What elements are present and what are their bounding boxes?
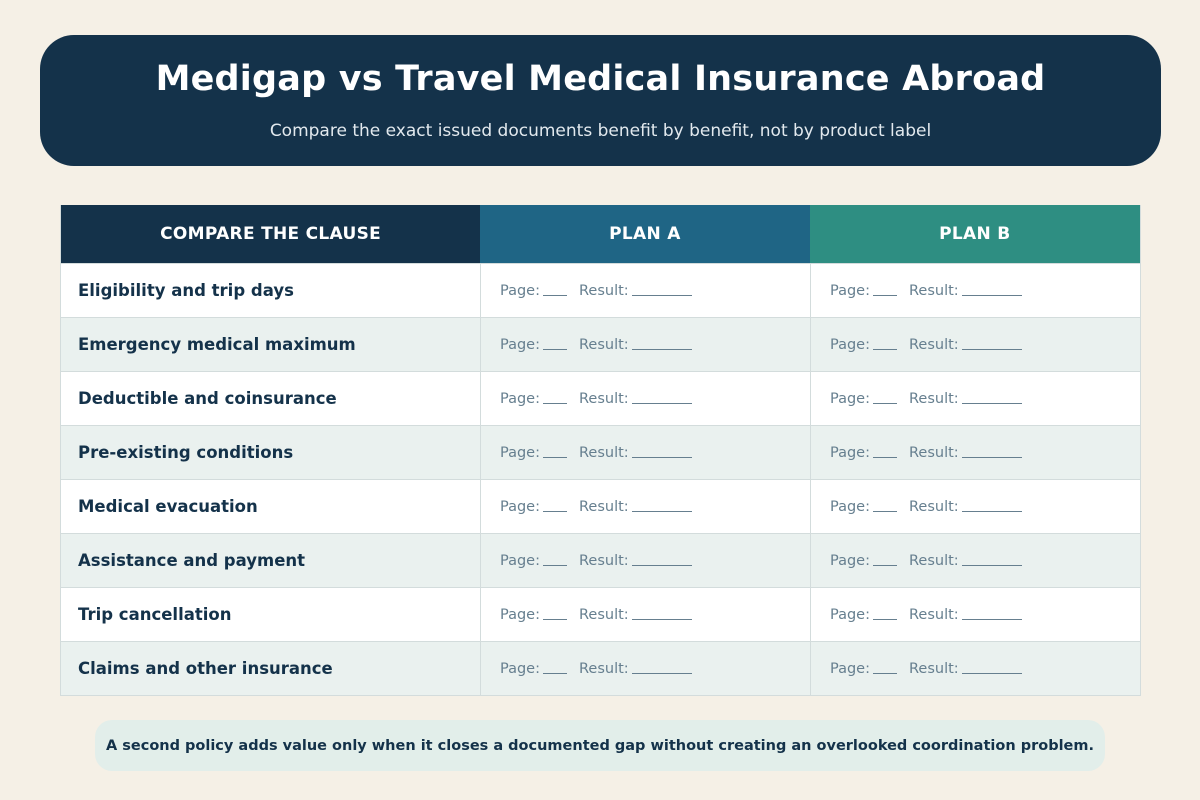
cell-plan-b <box>811 642 1140 695</box>
result-label: Result: <box>909 390 959 407</box>
result-field <box>579 445 692 461</box>
table-row <box>61 371 1140 425</box>
page-blank <box>543 564 567 566</box>
page-blank <box>543 672 567 674</box>
cell-plan-a <box>481 480 811 533</box>
page-label: Page: <box>500 660 540 677</box>
result-field <box>579 337 692 353</box>
result-blank <box>632 618 692 620</box>
page-title: Medigap vs Travel Medical Insurance Abroad <box>155 59 1046 99</box>
clause-label: Pre-existing conditions <box>61 426 481 479</box>
result-label: Result: <box>579 336 629 353</box>
cell-plan-b <box>811 318 1140 371</box>
result-blank <box>632 294 692 296</box>
result-blank <box>962 564 1022 566</box>
table-row <box>61 479 1140 533</box>
result-blank <box>962 510 1022 512</box>
page-field <box>500 661 579 677</box>
page-field <box>500 391 579 407</box>
footer-note: A second policy adds value only when it closes a documented gap without creating an overlooked coordination problem. <box>95 720 1105 771</box>
page-label: Page: <box>500 606 540 623</box>
table-row <box>61 425 1140 479</box>
result-label: Result: <box>579 444 629 461</box>
result-label: Result: <box>579 498 629 515</box>
page-label: Page: <box>830 660 870 677</box>
page-field <box>830 391 909 407</box>
result-blank <box>962 402 1022 404</box>
cell-plan-a <box>481 426 811 479</box>
clause-label: Emergency medical maximum <box>61 318 481 371</box>
page-blank <box>543 402 567 404</box>
result-blank <box>962 618 1022 620</box>
clause-label: Deductible and coinsurance <box>61 372 481 425</box>
page-label: Page: <box>500 336 540 353</box>
table-row <box>61 587 1140 641</box>
result-blank <box>962 348 1022 350</box>
page-label: Page: <box>830 390 870 407</box>
table-row <box>61 263 1140 317</box>
clause-label: Trip cancellation <box>61 588 481 641</box>
page-field <box>830 337 909 353</box>
result-field <box>909 445 1022 461</box>
page-field <box>500 607 579 623</box>
cell-plan-b <box>811 426 1140 479</box>
page-field <box>500 499 579 515</box>
table-row <box>61 641 1140 695</box>
page-blank <box>543 456 567 458</box>
cell-plan-a <box>481 534 811 587</box>
table-row <box>61 317 1140 371</box>
result-field <box>579 607 692 623</box>
result-blank <box>632 348 692 350</box>
cell-plan-a <box>481 318 811 371</box>
result-field <box>579 391 692 407</box>
page-subtitle: Compare the exact issued documents benefit by benefit, not by product label <box>269 121 932 141</box>
clause-label: Claims and other insurance <box>61 642 481 695</box>
result-field <box>909 607 1022 623</box>
page-blank <box>873 672 897 674</box>
page-blank <box>873 618 897 620</box>
column-header-plan-b: PLAN B <box>810 205 1140 263</box>
page-field <box>500 337 579 353</box>
result-field <box>909 283 1022 299</box>
cell-plan-b <box>811 264 1140 317</box>
page-label: Page: <box>830 336 870 353</box>
page-blank <box>543 618 567 620</box>
page-blank <box>543 510 567 512</box>
result-label: Result: <box>909 336 959 353</box>
result-blank <box>962 672 1022 674</box>
page-field <box>830 283 909 299</box>
comparison-table <box>60 205 1141 696</box>
result-blank <box>632 510 692 512</box>
page-label: Page: <box>500 390 540 407</box>
result-blank <box>632 402 692 404</box>
table-header <box>61 205 1140 263</box>
result-label: Result: <box>579 606 629 623</box>
page-blank <box>873 402 897 404</box>
column-header-plan-a: PLAN A <box>480 205 809 263</box>
page-label: Page: <box>830 606 870 623</box>
page-field <box>830 445 909 461</box>
page-field <box>830 499 909 515</box>
page-label: Page: <box>500 498 540 515</box>
page-blank <box>873 510 897 512</box>
result-field <box>909 499 1022 515</box>
cell-plan-b <box>811 372 1140 425</box>
result-field <box>909 337 1022 353</box>
page-field <box>830 607 909 623</box>
page-field <box>500 445 579 461</box>
clause-label: Medical evacuation <box>61 480 481 533</box>
result-field <box>909 661 1022 677</box>
cell-plan-b <box>811 534 1140 587</box>
result-blank <box>632 672 692 674</box>
result-label: Result: <box>579 282 629 299</box>
result-field <box>909 553 1022 569</box>
result-label: Result: <box>909 552 959 569</box>
table-row <box>61 533 1140 587</box>
cell-plan-b <box>811 588 1140 641</box>
result-field <box>579 553 692 569</box>
clause-label: Eligibility and trip days <box>61 264 481 317</box>
page-field <box>500 553 579 569</box>
page-label: Page: <box>830 498 870 515</box>
result-label: Result: <box>909 282 959 299</box>
result-blank <box>632 564 692 566</box>
page-blank <box>873 348 897 350</box>
page-blank <box>543 348 567 350</box>
table-body <box>61 263 1140 695</box>
page-label: Page: <box>830 552 870 569</box>
page-label: Page: <box>830 444 870 461</box>
cell-plan-a <box>481 642 811 695</box>
result-label: Result: <box>909 660 959 677</box>
clause-label: Assistance and payment <box>61 534 481 587</box>
cell-plan-a <box>481 372 811 425</box>
cell-plan-a <box>481 588 811 641</box>
page-field <box>830 553 909 569</box>
column-header-clause: COMPARE THE CLAUSE <box>61 205 480 263</box>
page-field <box>830 661 909 677</box>
result-field <box>579 283 692 299</box>
page-label: Page: <box>500 282 540 299</box>
page-blank <box>873 564 897 566</box>
result-label: Result: <box>909 444 959 461</box>
page-label: Page: <box>500 552 540 569</box>
result-blank <box>632 456 692 458</box>
result-label: Result: <box>909 498 959 515</box>
result-field <box>909 391 1022 407</box>
page-blank <box>873 294 897 296</box>
cell-plan-b <box>811 480 1140 533</box>
header-banner <box>40 35 1161 166</box>
page-label: Page: <box>500 444 540 461</box>
result-blank <box>962 456 1022 458</box>
result-blank <box>962 294 1022 296</box>
result-label: Result: <box>579 660 629 677</box>
result-field <box>579 661 692 677</box>
page-field <box>500 283 579 299</box>
result-label: Result: <box>579 552 629 569</box>
page-blank <box>543 294 567 296</box>
cell-plan-a <box>481 264 811 317</box>
page-blank <box>873 456 897 458</box>
result-label: Result: <box>909 606 959 623</box>
result-field <box>579 499 692 515</box>
result-label: Result: <box>579 390 629 407</box>
page-label: Page: <box>830 282 870 299</box>
